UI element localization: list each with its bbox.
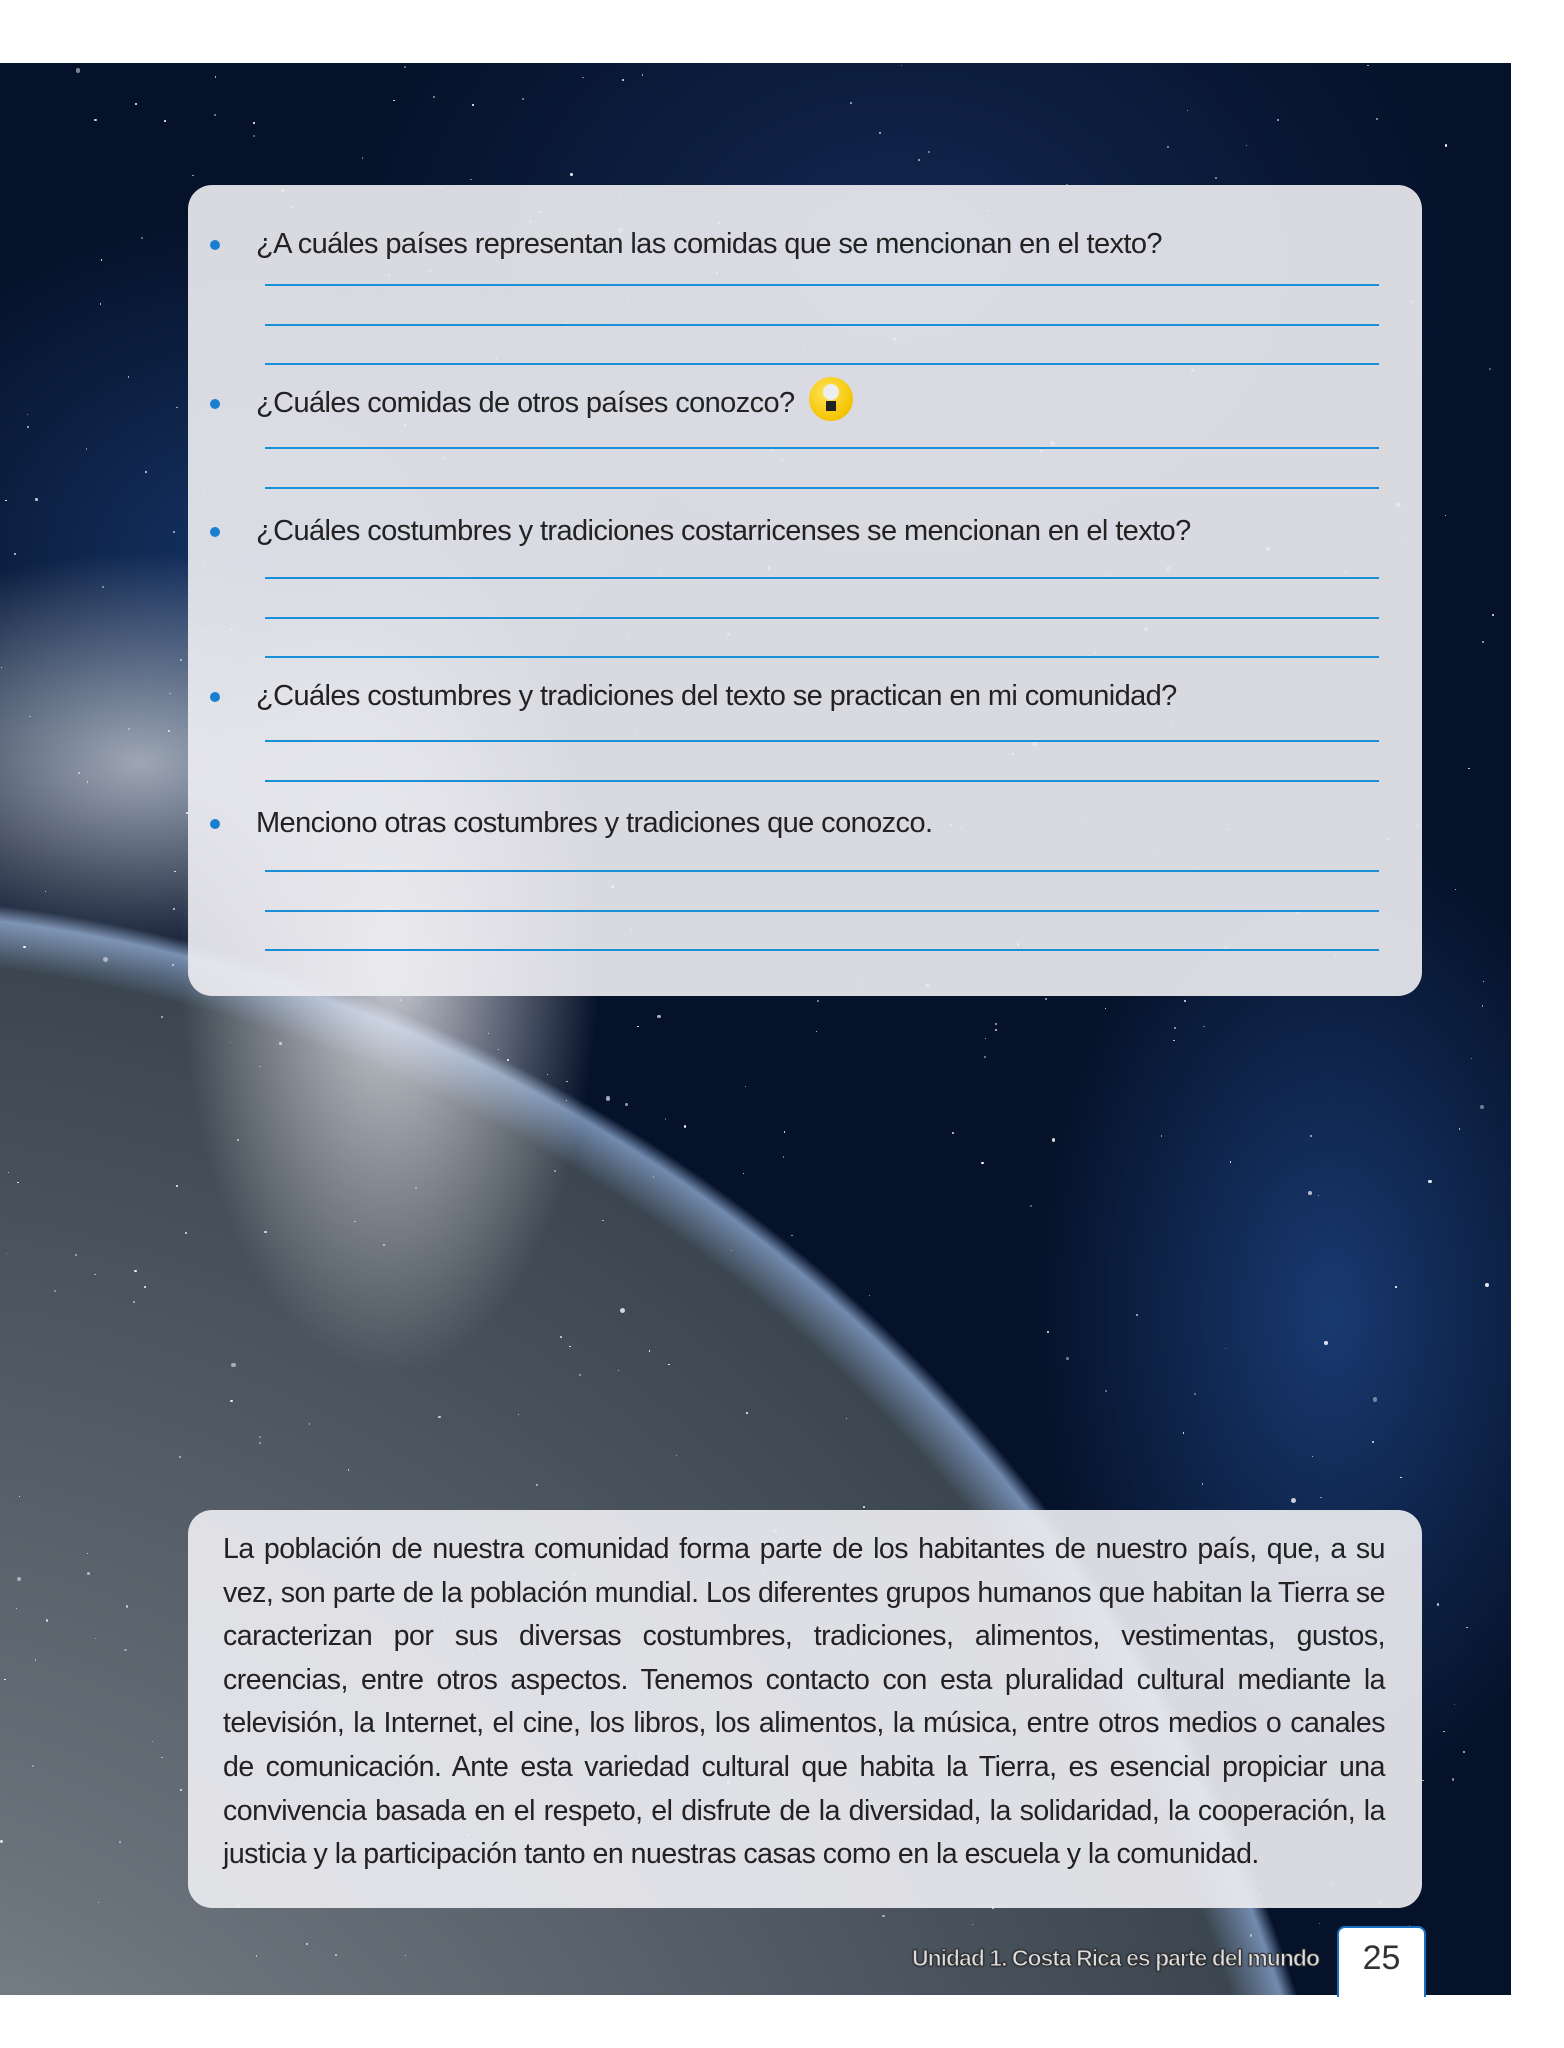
star xyxy=(75,1254,77,1256)
star xyxy=(783,1156,784,1157)
star xyxy=(622,79,624,81)
star xyxy=(676,1455,677,1456)
star xyxy=(816,1031,817,1032)
star xyxy=(665,1118,667,1120)
star xyxy=(1184,1000,1186,1002)
star xyxy=(32,1765,34,1767)
star xyxy=(972,1924,974,1926)
star xyxy=(1468,768,1469,769)
page-number: 25 xyxy=(1337,1926,1426,1997)
star xyxy=(27,414,28,415)
star xyxy=(1310,1135,1312,1137)
star xyxy=(161,1757,162,1758)
star xyxy=(952,1132,954,1134)
star xyxy=(569,1346,570,1347)
star xyxy=(134,1270,136,1272)
star xyxy=(846,1418,847,1419)
star xyxy=(470,179,471,180)
star xyxy=(1,667,2,668)
star xyxy=(1459,1128,1460,1129)
star xyxy=(264,1231,266,1233)
answer-line[interactable] xyxy=(265,740,1379,742)
star xyxy=(981,1162,983,1164)
star xyxy=(8,1172,9,1173)
star xyxy=(180,659,182,661)
star xyxy=(1052,1138,1055,1141)
star xyxy=(192,175,193,176)
star xyxy=(1308,1191,1312,1195)
star xyxy=(1174,1027,1176,1029)
star xyxy=(393,100,395,102)
questions-panel xyxy=(188,185,1422,996)
star xyxy=(746,1412,748,1414)
star xyxy=(1466,1627,1468,1629)
star xyxy=(507,1059,509,1061)
star xyxy=(404,66,406,68)
star xyxy=(488,1033,489,1034)
star xyxy=(119,1841,121,1843)
star xyxy=(419,1001,420,1002)
star xyxy=(135,103,137,105)
answer-line[interactable] xyxy=(265,870,1379,872)
star xyxy=(637,1026,638,1027)
answer-line[interactable] xyxy=(265,284,1379,286)
star xyxy=(103,957,108,962)
lightbulb-icon xyxy=(809,377,853,421)
star xyxy=(95,1638,96,1639)
star xyxy=(237,1139,239,1141)
star xyxy=(415,1187,417,1189)
star xyxy=(1167,146,1169,148)
star xyxy=(985,1038,986,1039)
answer-line[interactable] xyxy=(265,617,1379,619)
question-text: ¿Cuáles costumbres y tradiciones del texto se practican en mi comunidad? xyxy=(256,680,1177,712)
star xyxy=(1485,1283,1489,1287)
star xyxy=(547,1074,548,1075)
star xyxy=(1194,1393,1196,1395)
star xyxy=(362,157,364,159)
star xyxy=(126,1605,128,1607)
star xyxy=(731,1250,732,1251)
star xyxy=(1463,1751,1465,1753)
question-4 xyxy=(256,680,1177,713)
star xyxy=(230,1042,231,1043)
star xyxy=(259,1442,261,1444)
star xyxy=(498,1049,499,1050)
star xyxy=(1312,1456,1314,1458)
star xyxy=(1105,1390,1107,1392)
star xyxy=(1422,1780,1424,1782)
star xyxy=(23,946,25,948)
star xyxy=(1030,1205,1032,1207)
star xyxy=(76,68,80,72)
star xyxy=(128,376,130,378)
star xyxy=(1482,1005,1483,1006)
star xyxy=(348,1469,350,1471)
star xyxy=(1230,1161,1232,1163)
star xyxy=(144,1286,147,1289)
star xyxy=(784,1131,786,1133)
star xyxy=(618,1370,619,1371)
star xyxy=(743,1173,745,1175)
star xyxy=(1445,515,1446,516)
star xyxy=(554,1170,556,1172)
star xyxy=(995,1029,997,1031)
star xyxy=(1480,1105,1485,1110)
answer-line[interactable] xyxy=(265,780,1379,782)
star xyxy=(1246,145,1247,146)
star xyxy=(19,1496,20,1497)
star xyxy=(14,553,16,555)
star xyxy=(29,716,30,717)
star xyxy=(27,426,29,428)
star xyxy=(87,1553,88,1554)
star xyxy=(54,1290,56,1292)
star xyxy=(1045,998,1047,1000)
star xyxy=(582,77,584,79)
star xyxy=(472,104,474,106)
star xyxy=(995,1023,997,1025)
bullet-icon xyxy=(210,692,220,702)
star xyxy=(657,1015,660,1018)
star xyxy=(253,135,255,137)
answer-line[interactable] xyxy=(265,447,1379,449)
answer-line[interactable] xyxy=(265,324,1379,326)
star xyxy=(928,151,930,153)
star xyxy=(869,1295,870,1296)
star xyxy=(141,237,143,239)
star xyxy=(128,728,130,730)
info-paragraph: La población de nuestra comunidad forma parte de los habitantes de nuestro país, que, a su vez, son parte de la población mundial. Los diferentes grupos humanos que habitan la Tierra se caracterizan por sus diversas costumbres, tradiciones, alimentos, vestimentas, gustos, creencias, entre otros aspectos. Tenemos contacto con esta pluralidad cultural mediante la televisión, la Internet, el cine, los libros, los alimentos, la música, entre otros medios o canales de comunicación. Ante esta variedad cultural que habita la Tierra, es esencial propiciar una convivencia basada en el respeto, el disfrute de la diversidad, la solidaridad, la cooperación, la justicia y la participación tanto en nuestras casas como en la escuela y la comunidad. xyxy=(223,1533,1385,1871)
star xyxy=(1187,110,1188,111)
bullet-icon xyxy=(210,819,220,829)
star xyxy=(1373,1397,1378,1402)
star xyxy=(35,1659,37,1661)
star xyxy=(850,102,852,104)
star xyxy=(625,1103,628,1106)
star xyxy=(1376,118,1378,120)
star xyxy=(901,65,902,66)
star xyxy=(94,119,96,121)
star xyxy=(78,772,80,774)
star xyxy=(1215,177,1217,179)
star xyxy=(354,1221,356,1223)
question-2 xyxy=(256,387,853,421)
star xyxy=(1225,1348,1226,1349)
star xyxy=(5,500,7,502)
star xyxy=(438,1416,440,1418)
star xyxy=(172,964,174,966)
star xyxy=(133,1301,135,1303)
star xyxy=(1400,1477,1402,1479)
star xyxy=(1161,1135,1162,1136)
star xyxy=(570,173,574,177)
info-panel xyxy=(188,1510,1422,1908)
star xyxy=(94,1274,96,1276)
star xyxy=(279,1042,282,1045)
question-5 xyxy=(256,807,932,840)
star xyxy=(259,1436,261,1438)
star xyxy=(253,122,255,124)
star xyxy=(0,1840,2,1842)
answer-line[interactable] xyxy=(265,656,1379,658)
star xyxy=(383,1244,385,1246)
star xyxy=(1047,1331,1049,1333)
star xyxy=(1428,1180,1432,1184)
star xyxy=(405,1955,406,1956)
star xyxy=(101,259,103,261)
star xyxy=(791,1235,793,1237)
star xyxy=(309,1423,310,1424)
star xyxy=(86,448,87,449)
answer-line[interactable] xyxy=(265,949,1379,951)
star xyxy=(1367,65,1368,66)
star xyxy=(335,1954,337,1956)
star xyxy=(1395,1286,1396,1287)
star xyxy=(1319,1923,1320,1924)
star xyxy=(174,871,175,872)
star xyxy=(1318,1195,1319,1196)
star xyxy=(1173,1040,1174,1041)
star xyxy=(173,531,175,533)
star xyxy=(179,1456,181,1458)
question-text: Menciono otras costumbres y tradiciones que conozco. xyxy=(256,807,933,839)
star xyxy=(745,1086,746,1087)
star xyxy=(668,1364,669,1365)
star xyxy=(152,1741,153,1742)
star xyxy=(560,1336,562,1338)
star xyxy=(433,96,435,98)
star xyxy=(6,1253,8,1255)
star xyxy=(176,407,177,408)
star xyxy=(45,891,46,892)
star xyxy=(1066,1357,1069,1360)
star xyxy=(1454,1704,1455,1705)
star xyxy=(185,1232,187,1234)
star xyxy=(215,76,216,77)
star xyxy=(145,471,147,473)
star xyxy=(1291,1498,1296,1503)
answer-line[interactable] xyxy=(265,910,1379,912)
bullet-icon xyxy=(210,399,220,409)
star xyxy=(1443,1731,1444,1732)
star xyxy=(863,1506,865,1508)
star xyxy=(1183,1432,1184,1433)
star xyxy=(176,1185,178,1187)
bullet-icon xyxy=(210,240,220,250)
star xyxy=(173,908,175,910)
star xyxy=(1277,119,1279,121)
star xyxy=(649,1350,650,1351)
star xyxy=(1372,1441,1374,1443)
star xyxy=(100,303,102,305)
answer-line[interactable] xyxy=(265,363,1379,365)
star xyxy=(522,98,524,100)
star xyxy=(602,1220,603,1221)
star xyxy=(17,1182,19,1184)
star xyxy=(566,1081,567,1082)
star xyxy=(124,1649,126,1651)
question-text: ¿A cuáles países representan las comidas que se mencionan en el texto? xyxy=(256,228,1162,260)
star xyxy=(879,132,881,134)
star xyxy=(16,1608,17,1609)
star xyxy=(606,1096,611,1101)
star xyxy=(1203,1026,1204,1027)
star xyxy=(230,1400,232,1402)
star xyxy=(169,693,170,694)
star xyxy=(1202,1483,1204,1485)
star xyxy=(17,1577,21,1581)
answer-line[interactable] xyxy=(265,577,1379,579)
bullet-icon xyxy=(210,527,220,537)
star xyxy=(984,1056,986,1058)
star xyxy=(1455,889,1456,890)
star xyxy=(1492,614,1494,616)
star xyxy=(1483,981,1484,982)
question-3 xyxy=(256,515,1191,548)
star xyxy=(102,586,104,588)
question-text: ¿Cuáles costumbres y tradiciones costarricenses se mencionan en el texto? xyxy=(256,515,1191,547)
star xyxy=(168,730,170,732)
answer-line[interactable] xyxy=(265,487,1379,489)
star xyxy=(1445,144,1447,146)
star xyxy=(518,1414,519,1415)
star xyxy=(579,1374,581,1376)
star xyxy=(400,999,402,1001)
star xyxy=(1136,1314,1138,1316)
star xyxy=(256,1955,257,1956)
star xyxy=(566,1100,568,1102)
star xyxy=(1452,1778,1454,1780)
star xyxy=(259,1066,261,1068)
star xyxy=(180,1789,182,1791)
star xyxy=(35,498,38,501)
star xyxy=(98,1902,99,1903)
star xyxy=(214,114,216,116)
star xyxy=(87,1572,90,1575)
star xyxy=(1482,641,1484,643)
star xyxy=(87,781,88,782)
star xyxy=(164,120,166,122)
star xyxy=(1105,1008,1106,1009)
star xyxy=(1324,1341,1327,1344)
unit-title: Unidad 1. Costa Rica es parte del mundo xyxy=(911,1945,1319,1971)
star xyxy=(1320,1497,1322,1499)
star xyxy=(620,1308,625,1313)
star xyxy=(536,1484,538,1486)
star xyxy=(1437,1603,1440,1606)
star xyxy=(882,1915,884,1917)
star xyxy=(231,1363,235,1367)
star xyxy=(1471,1058,1472,1059)
star xyxy=(161,1016,163,1018)
star xyxy=(4,1679,5,1680)
star xyxy=(306,1943,308,1945)
star xyxy=(1250,1934,1253,1937)
question-text: ¿Cuáles comidas de otros países conozco? xyxy=(256,387,795,419)
star xyxy=(653,1176,654,1177)
star xyxy=(642,74,643,75)
star xyxy=(46,1619,48,1621)
star xyxy=(1489,368,1491,370)
star xyxy=(684,1125,686,1127)
star xyxy=(918,159,920,161)
question-1 xyxy=(256,228,1162,261)
star xyxy=(817,1000,819,1002)
